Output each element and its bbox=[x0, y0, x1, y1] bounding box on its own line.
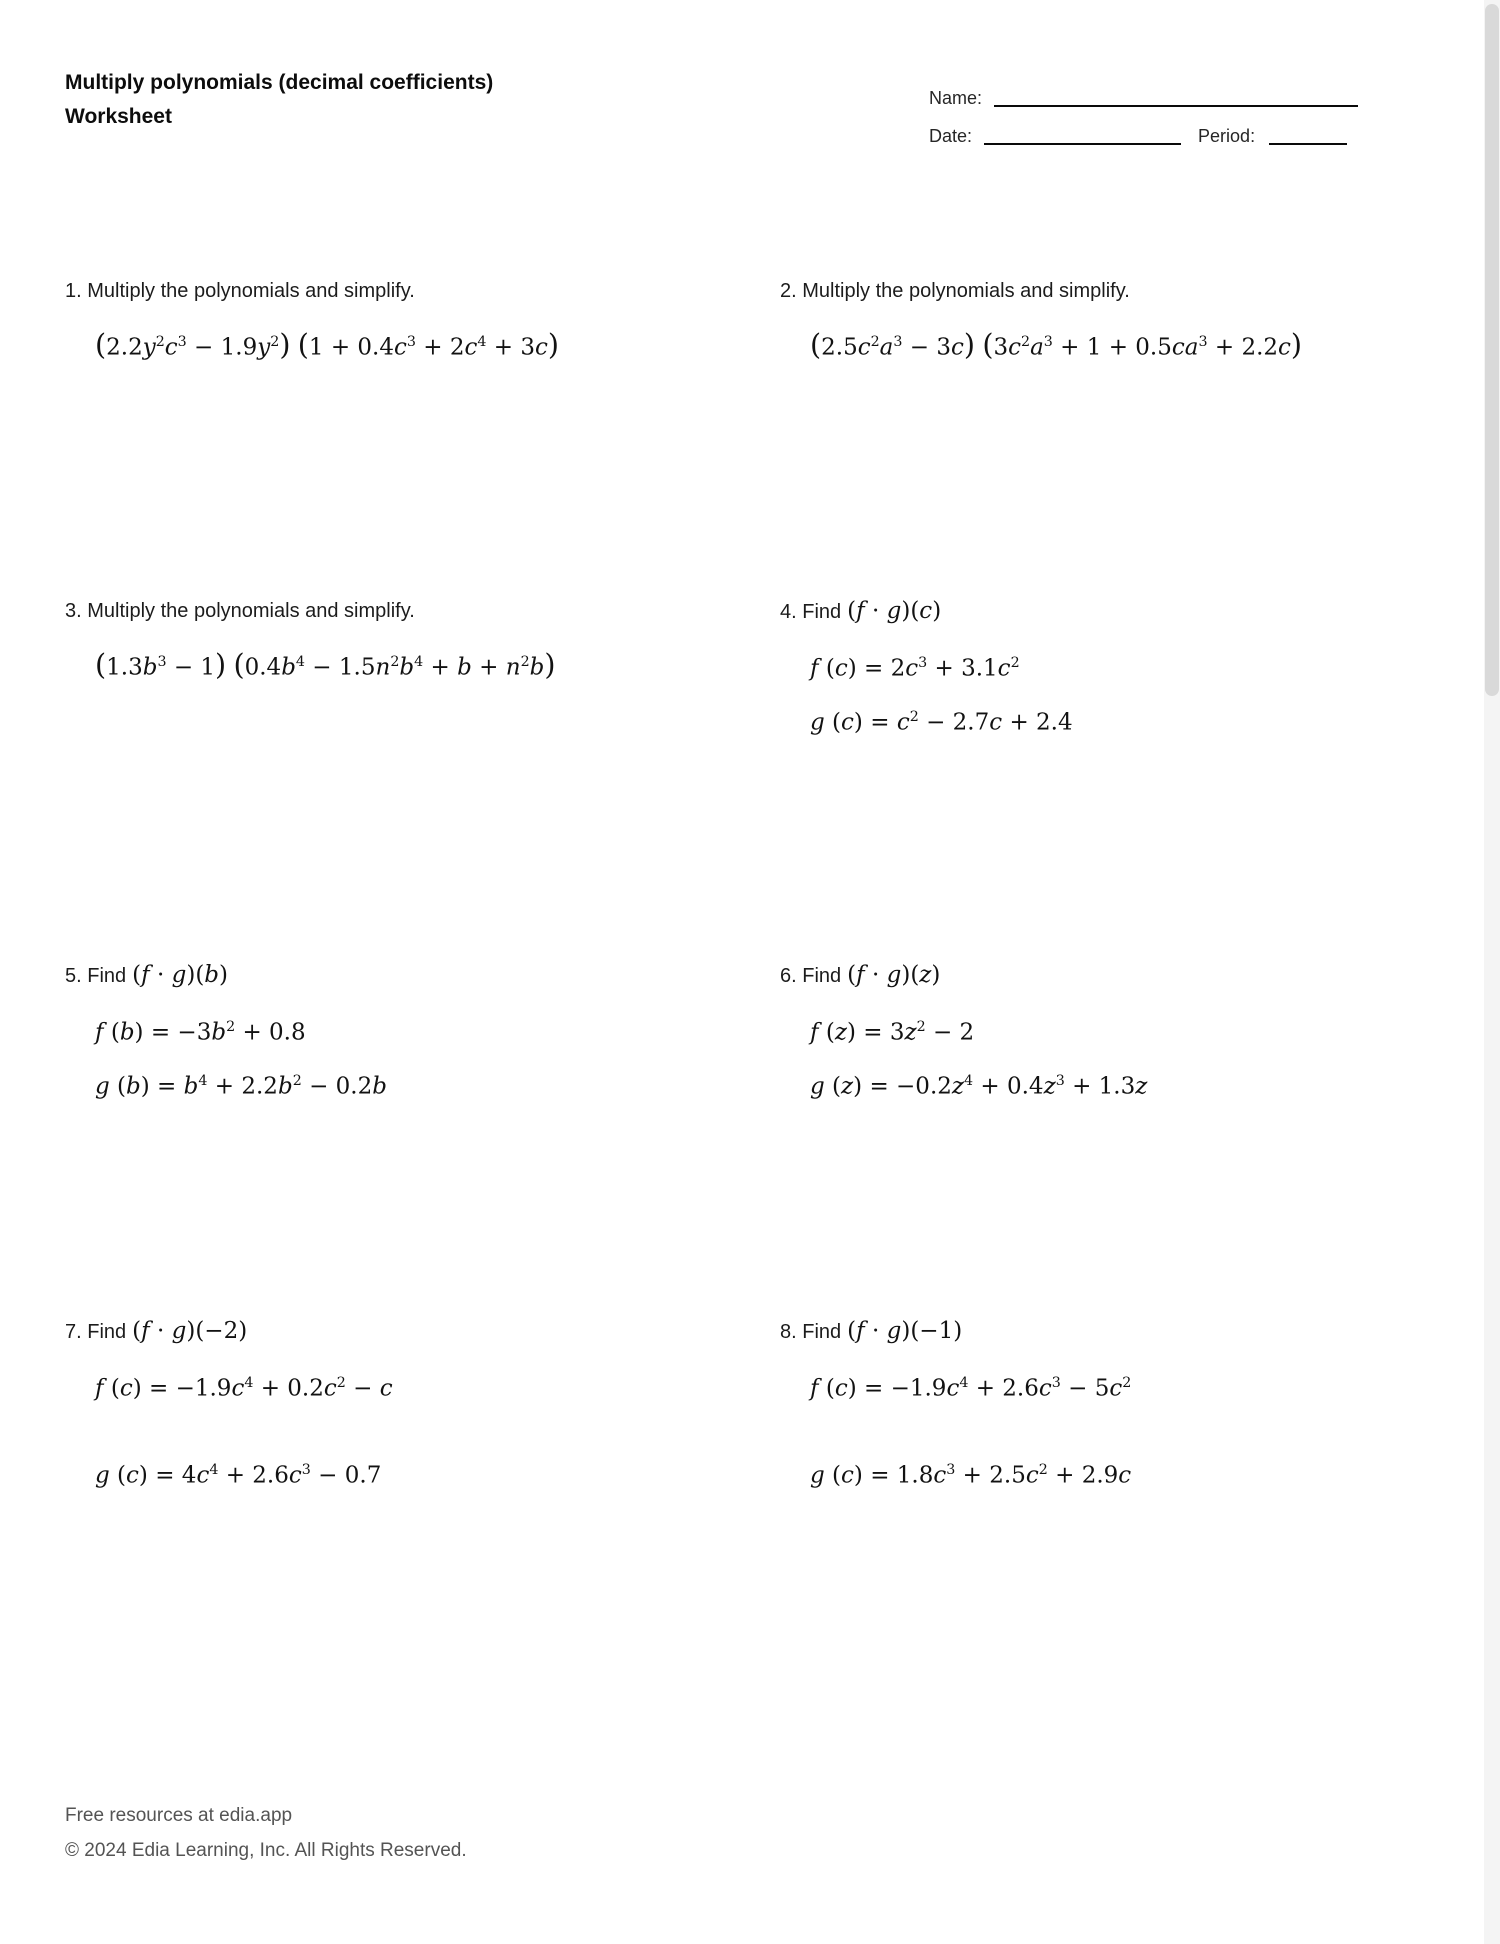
student-fields bbox=[929, 88, 1358, 147]
math-expression: f $(z) = 3z^2 - 2$ bbox=[810, 1019, 975, 1046]
problem-prompt-row bbox=[65, 276, 780, 306]
problem-number: 8. bbox=[780, 1321, 797, 1343]
problem bbox=[780, 952, 1435, 1308]
problem-prompt-row bbox=[780, 596, 1435, 627]
problem bbox=[65, 1308, 780, 1491]
page-title bbox=[65, 66, 493, 134]
problem-expressions bbox=[780, 1012, 1435, 1102]
math-expression: $(2.2y^2c^3 - 1.9y^2) (1 + 0.4c^3 + 2c^4 + 3c)$ bbox=[95, 328, 559, 362]
problem-prompt-text: Find bbox=[87, 965, 127, 987]
page-footer bbox=[65, 1798, 467, 1868]
problem-expressions bbox=[780, 648, 1435, 738]
problem-expressions bbox=[65, 647, 780, 684]
math-expression: g $(b) = b^4 + 2.2b^2 - 0.2b$ bbox=[95, 1072, 387, 1100]
problem-expressions bbox=[65, 1012, 780, 1102]
problem-prompt-text: Find bbox=[802, 601, 842, 623]
math-expression: f $(c) = -1.9c^4 + 0.2c^2 - c$ bbox=[95, 1375, 393, 1402]
problem bbox=[65, 268, 780, 588]
page-title-line2: Worksheet bbox=[65, 105, 172, 128]
problem-number: 2. bbox=[780, 280, 797, 302]
problem-number: 3. bbox=[65, 600, 82, 622]
problem-prompt-math: (f · g)(−2) bbox=[132, 1318, 248, 1344]
problem-number: 6. bbox=[780, 965, 797, 987]
problem-number: 7. bbox=[65, 1321, 82, 1343]
problem-prompt-text: Find bbox=[87, 1321, 127, 1343]
problem-expressions bbox=[780, 327, 1435, 364]
period-label: Period: bbox=[1198, 126, 1256, 146]
problem-expressions bbox=[780, 1368, 1435, 1491]
problems-grid bbox=[65, 268, 1435, 1491]
math-expression: g $(c) = c^2 - 2.7c + 2.4$ bbox=[810, 708, 1073, 736]
name-blank-line bbox=[994, 101, 1358, 107]
problem-prompt-math: (f · g)(b) bbox=[132, 962, 229, 988]
problem-number: 1. bbox=[65, 280, 82, 302]
problem bbox=[780, 588, 1435, 952]
math-expression: g $(c) = 1.8c^3 + 2.5c^2 + 2.9c$ bbox=[810, 1461, 1132, 1489]
problem-expressions bbox=[65, 1368, 780, 1491]
math-expression: g $(c) = 4c^4 + 2.6c^3 - 0.7$ bbox=[95, 1461, 382, 1489]
footer-copyright-text: © 2024 Edia Learning, Inc. All Rights Reserved. bbox=[65, 1840, 467, 1861]
math-expression: f $(c) = -1.9c^4 + 2.6c^3 - 5c^2$ bbox=[810, 1375, 1132, 1402]
problem-prompt-row bbox=[780, 1316, 1435, 1347]
problem-prompt-row bbox=[65, 1316, 780, 1347]
date-label: Date: bbox=[929, 126, 973, 146]
problem-prompt-row bbox=[65, 596, 780, 626]
problem bbox=[780, 1308, 1435, 1491]
math-expression: g $(z) = -0.2z^4 + 0.4z^3 + 1.3z$ bbox=[810, 1072, 1148, 1100]
scrollbar-thumb[interactable] bbox=[1485, 4, 1499, 696]
date-period-field-row bbox=[929, 126, 1358, 147]
problem-prompt-text: Multiply the polynomials and simplify. bbox=[87, 600, 415, 622]
page-title-line1: Multiply polynomials (decimal coefficients) bbox=[65, 71, 494, 94]
name-field-row bbox=[929, 88, 1358, 109]
problem-prompt-row bbox=[780, 960, 1435, 991]
problem-prompt-math: (f · g)(c) bbox=[847, 598, 942, 624]
problem-prompt-row bbox=[65, 960, 780, 991]
date-blank-line bbox=[984, 139, 1181, 145]
problem bbox=[65, 588, 780, 952]
problem-prompt-math: (f · g)(−1) bbox=[847, 1318, 963, 1344]
math-expression: $(1.3b^3 - 1) (0.4b^4 - 1.5n^2b^4 + b + n^2b)$ bbox=[95, 648, 556, 682]
problem-number: 5. bbox=[65, 965, 82, 987]
math-expression: f $(b) = -3b^2 + 0.8$ bbox=[95, 1019, 306, 1046]
problem-prompt-row bbox=[780, 276, 1435, 306]
scrollbar-track[interactable] bbox=[1484, 0, 1500, 1944]
problem-prompt-text: Find bbox=[802, 1321, 842, 1343]
footer-resources-text: Free resources at edia.app bbox=[65, 1805, 293, 1826]
period-blank-line bbox=[1269, 139, 1347, 145]
problem bbox=[65, 952, 780, 1308]
problem-expressions bbox=[65, 327, 780, 364]
problem bbox=[780, 268, 1435, 588]
math-expression: f $(c) = 2c^3 + 3.1c^2$ bbox=[810, 655, 1020, 682]
problem-prompt-text: Find bbox=[802, 965, 842, 987]
problem-number: 4. bbox=[780, 601, 797, 623]
problem-prompt-text: Multiply the polynomials and simplify. bbox=[87, 280, 415, 302]
problem-prompt-text: Multiply the polynomials and simplify. bbox=[802, 280, 1130, 302]
problem-prompt-math: (f · g)(z) bbox=[847, 962, 941, 988]
name-label: Name: bbox=[929, 88, 983, 108]
math-expression: $(2.5c^2a^3 - 3c) (3c^2a^3 + 1 + 0.5ca^3 + 2.2c)$ bbox=[810, 328, 1303, 362]
